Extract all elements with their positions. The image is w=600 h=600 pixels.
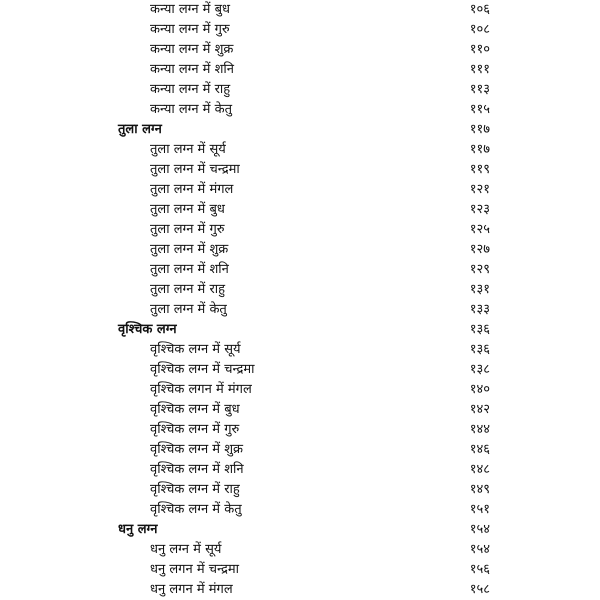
toc-entry-page: १४९ (469, 482, 490, 497)
toc-entry-page: १२९ (469, 262, 490, 277)
toc-entry-page: ११० (469, 42, 490, 57)
toc-entry-page: १४२ (469, 402, 490, 417)
toc-entry-title: वृश्चिक लग्न में शुक्र (150, 442, 244, 457)
toc-entry (0, 60, 600, 80)
toc-entry (0, 100, 600, 120)
toc-entry (0, 440, 600, 460)
toc-section-page: ११७ (469, 122, 490, 137)
toc-entry (0, 480, 600, 500)
toc-entry-title: वृश्चिक लग्न में बुध (150, 402, 240, 417)
toc-entry-page: ११५ (469, 102, 490, 117)
toc-entry (0, 140, 600, 160)
toc-entry-title: तुला लग्न में गुरु (150, 222, 225, 237)
toc-entry-title: तुला लग्न में मंगल (150, 182, 234, 197)
toc-entry (0, 0, 600, 20)
toc-entry-title: कन्या लग्न में गुरु (150, 22, 230, 37)
toc-entry-page: १११ (469, 62, 490, 77)
toc-entry-page: १४४ (469, 422, 490, 437)
toc-entry (0, 80, 600, 100)
toc-section-page: १३६ (469, 322, 490, 337)
toc-entry-title: वृश्चिक लग्न में चन्द्रमा (150, 362, 255, 377)
toc-entry (0, 460, 600, 480)
toc-entry (0, 220, 600, 240)
toc-entry-title: धनु लगन में मंगल (150, 582, 233, 597)
toc-entry (0, 200, 600, 220)
toc-entry-page: ११३ (469, 82, 490, 97)
toc-entry (0, 400, 600, 420)
toc-entry-title: कन्या लग्न में राहु (150, 82, 231, 97)
toc-entry-page: १०६ (469, 2, 490, 17)
toc-section-title: तुला लग्न (118, 122, 162, 137)
toc-section-title: वृश्चिक लग्न (118, 322, 177, 337)
toc-entry-title: तुला लग्न में बुध (150, 202, 225, 217)
toc-entry-title: वृश्चिक लगन में मंगल (150, 382, 252, 397)
toc-entry-page: १२३ (469, 202, 490, 217)
toc-entry-title: तुला लग्न में शुक्र (150, 242, 229, 257)
toc-entry (0, 40, 600, 60)
toc-entry-title: तुला लग्न में राहु (150, 282, 226, 297)
toc-entry-title: तुला लग्न में सूर्य (150, 142, 226, 157)
toc-entry (0, 180, 600, 200)
toc-entry-page: १२५ (469, 222, 490, 237)
toc-entry (0, 540, 600, 560)
toc-entry-page: १५८ (469, 582, 490, 597)
toc-entry-page: १०८ (469, 22, 490, 37)
toc-entry (0, 260, 600, 280)
toc-entry (0, 580, 600, 600)
toc-entry-title: तुला लग्न में केतु (150, 302, 227, 317)
toc-entry-page: १४८ (469, 462, 490, 477)
toc-entry (0, 160, 600, 180)
toc-entry (0, 420, 600, 440)
toc-entry-title: धनु लग्न में सूर्य (150, 542, 222, 557)
toc-section-title: धनु लग्न (118, 522, 158, 537)
toc-entry (0, 560, 600, 580)
toc-entry-page: १३३ (469, 302, 490, 317)
toc-entry (0, 20, 600, 40)
toc-entry-page: १३१ (469, 282, 490, 297)
toc-entry-page: १५४ (469, 542, 490, 557)
toc-entry-page: १५१ (469, 502, 490, 517)
toc-entry-title: तुला लग्न में शनि (150, 262, 229, 277)
toc-entry-page: ११७ (469, 142, 490, 157)
toc-entry (0, 500, 600, 520)
toc-entry-title: वृश्चिक लग्न में केतु (150, 502, 242, 517)
toc-entry (0, 300, 600, 320)
toc-entry-title: वृश्चिक लग्न में राहु (150, 482, 240, 497)
toc-entry-title: वृश्चिक लग्न में शनि (150, 462, 244, 477)
toc-entry-title: कन्या लग्न में शनि (150, 62, 235, 77)
toc-entry (0, 280, 600, 300)
toc-entry-title: वृश्चिक लग्न में सूर्य (150, 342, 241, 357)
toc-entry-page: १४० (469, 382, 490, 397)
toc-entry (0, 360, 600, 380)
toc-entry-title: कन्या लग्न में बुध (150, 2, 230, 17)
toc-entry-page: १३८ (469, 362, 490, 377)
toc-entry-page: १३६ (469, 342, 490, 357)
toc-section (0, 120, 600, 140)
toc-entry-title: वृश्चिक लग्न में गुरु (150, 422, 240, 437)
toc-section-page: १५४ (469, 522, 490, 537)
toc-entry (0, 240, 600, 260)
toc-entry-title: धनु लगन में चन्द्रमा (150, 562, 240, 577)
toc-entry-page: १५६ (469, 562, 490, 577)
toc-entry-page: १४६ (469, 442, 490, 457)
toc-entry-title: कन्या लग्न में शुक्र (150, 42, 234, 57)
toc-entry (0, 380, 600, 400)
toc-entry-page: १२१ (469, 182, 490, 197)
toc-entry (0, 340, 600, 360)
toc-section (0, 520, 600, 540)
toc-entry-page: ११९ (469, 162, 490, 177)
toc-entry-title: कन्या लग्न में केतु (150, 102, 232, 117)
toc-section (0, 320, 600, 340)
toc-entry-page: १२७ (469, 242, 490, 257)
toc-entry-title: तुला लग्न में चन्द्रमा (150, 162, 240, 177)
